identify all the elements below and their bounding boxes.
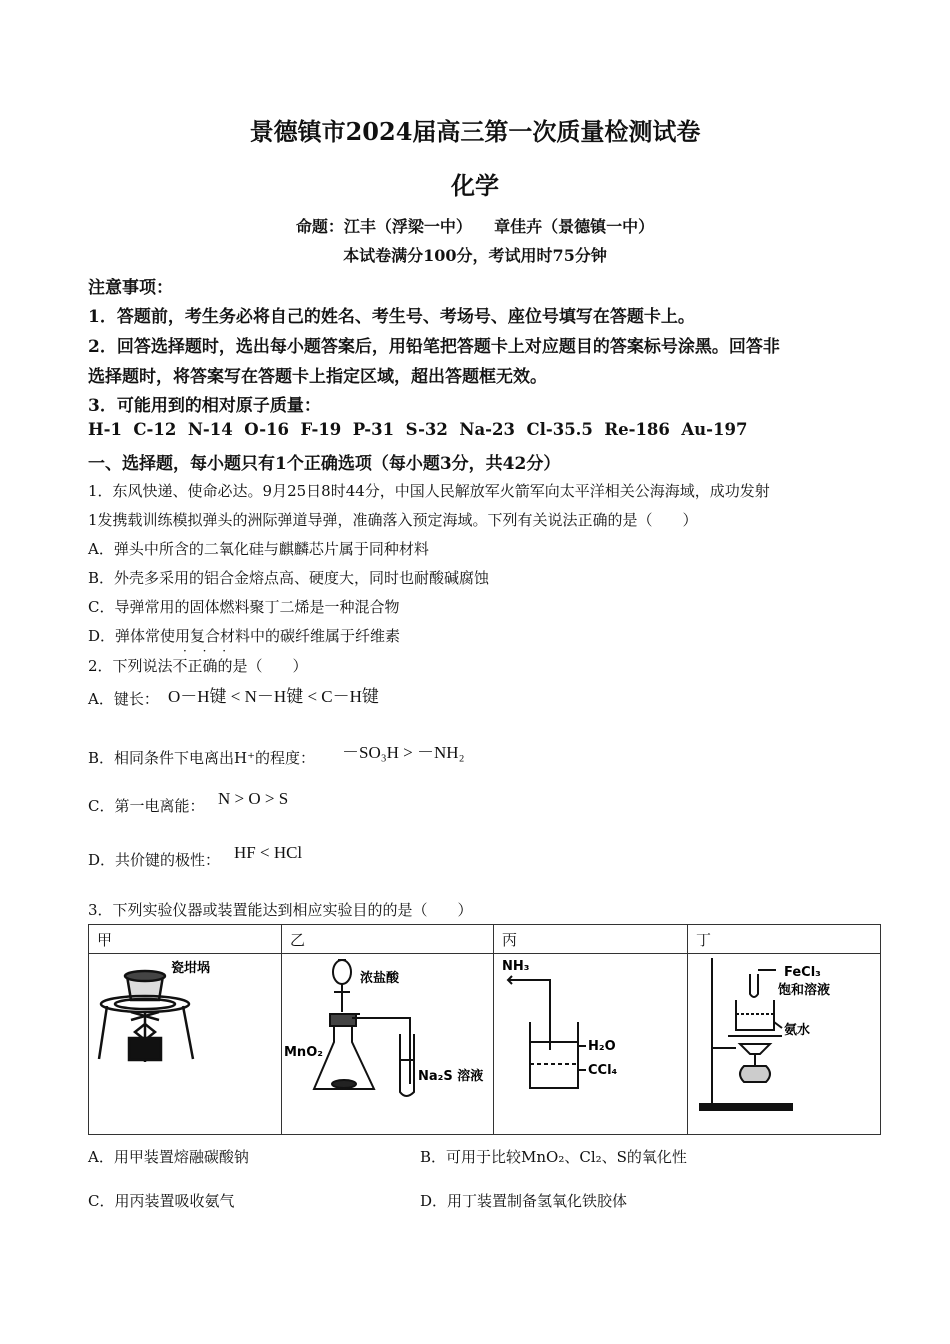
label-nh3: NH₃ — [502, 959, 530, 974]
q2-option-d-formula: HF < HCl — [234, 843, 303, 862]
exam-info: 本试卷满分100分，考试用时75分钟 — [343, 246, 607, 265]
authors-line: 命题：江丰（浮梁一中） 章佳卉（景德镇一中） — [295, 217, 655, 236]
q1-option-c: C．导弹常用的固体燃料聚丁二烯是一种混合物 — [88, 598, 400, 616]
label-ammonia: 氨水 — [784, 1023, 811, 1038]
q1-option-a: A．弹头中所含的二氧化硅与麒麟芯片属于同种材料 — [88, 540, 429, 558]
header-yi: 乙 — [282, 925, 494, 954]
q1-stem-line1: 1．东风快递、使命必达。9月25日8时44分，中国人民解放军火箭军向太平洋相关公海海域，成功发射 — [88, 482, 770, 500]
q2-option-a-label: A．键长： — [88, 690, 159, 708]
cell-bing — [494, 954, 688, 1135]
notice-heading: 注意事项： — [88, 278, 173, 298]
q2-option-c-label: C．第一电离能： — [88, 797, 205, 815]
q2-option-a-formula: O－H键 < N－H键 < C－H键 — [168, 687, 379, 706]
exam-title: 景德镇市2024届高三第一次质量检测试卷 — [249, 117, 701, 146]
notice-item-3: 3．可能用到的相对原子质量： — [88, 396, 321, 416]
crucible-apparatus-diagram — [89, 954, 281, 1134]
label-saturated: 饱和溶液 — [778, 983, 831, 998]
subject-title: 化学 — [451, 171, 499, 200]
q3-option-b: B．可用于比较MnO₂、Cl₂、S的氧化性 — [420, 1148, 687, 1166]
q2-option-b-formula: －SO₃H > －NH₂ — [342, 743, 465, 762]
notice-item-2b: 选择题时，将答案写在答题卡上指定区域，超出答题框无效。 — [88, 367, 547, 387]
label-na2s: Na₂S 溶液 — [418, 1069, 484, 1084]
q1-stem-line2: 1发携载训练模拟弹头的洲际弹道导弹，准确落入预定海域。下列有关说法正确的是（ ） — [88, 511, 698, 529]
chlorine-apparatus-diagram — [282, 954, 493, 1134]
q3-option-c: C．用丙装置吸收氨气 — [88, 1192, 235, 1210]
apparatus-table — [88, 924, 881, 1135]
cell-ding — [688, 954, 881, 1135]
cell-yi — [282, 954, 494, 1135]
label-mno2: MnO₂ — [284, 1045, 323, 1060]
q2-stem: 2．下列说法不正确的是（ ） — [88, 657, 308, 675]
q2-option-d-label: D．共价键的极性： — [88, 851, 221, 869]
label-h2o: H₂O — [588, 1039, 616, 1054]
q3-option-d: D．用丁装置制备氢氧化铁胶体 — [420, 1192, 628, 1210]
section-heading: 一、选择题，每小题只有1个正确选项（每小题3分，共42分） — [88, 454, 561, 474]
q2-option-c-formula: N > O > S — [218, 789, 289, 808]
q1-option-d: D．弹体常使用复合材料中的碳纤维属于纤维素 — [88, 627, 401, 645]
cell-jia — [89, 954, 282, 1135]
atomic-masses: H-1 C-12 N-14 O-16 F-19 P-31 S-32 Na-23 Cl-35.5 Re-186 Au-197 — [88, 420, 748, 439]
header-ding: 丁 — [688, 925, 881, 954]
colloid-apparatus-diagram — [688, 954, 880, 1134]
header-jia: 甲 — [89, 925, 282, 954]
emphasis-dots: · · · — [183, 644, 233, 658]
q2-option-b-label: B．相同条件下电离出H⁺的程度： — [88, 749, 316, 767]
label-crucible: 瓷坩埚 — [171, 961, 211, 976]
q1-option-b: B．外壳多采用的铝合金熔点高、硬度大，同时也耐酸碱腐蚀 — [88, 569, 490, 587]
q3-option-a: A．用甲装置熔融碳酸钠 — [88, 1148, 249, 1166]
ammonia-absorption-diagram — [494, 954, 687, 1134]
q3-stem: 3．下列实验仪器或装置能达到相应实验目的的是（ ） — [88, 901, 473, 919]
label-conc-hcl: 浓盐酸 — [360, 971, 400, 986]
notice-item-1: 1．答题前，考生务必将自己的姓名、考生号、考场号、座位号填写在答题卡上。 — [88, 307, 695, 327]
header-bing: 丙 — [494, 925, 688, 954]
notice-item-2a: 2．回答选择题时，选出每小题答案后，用铅笔把答题卡上对应题目的答案标号涂黑。回答非 — [88, 337, 780, 357]
label-fecl3: FeCl₃ — [784, 965, 821, 980]
label-ccl4: CCl₄ — [588, 1063, 618, 1078]
